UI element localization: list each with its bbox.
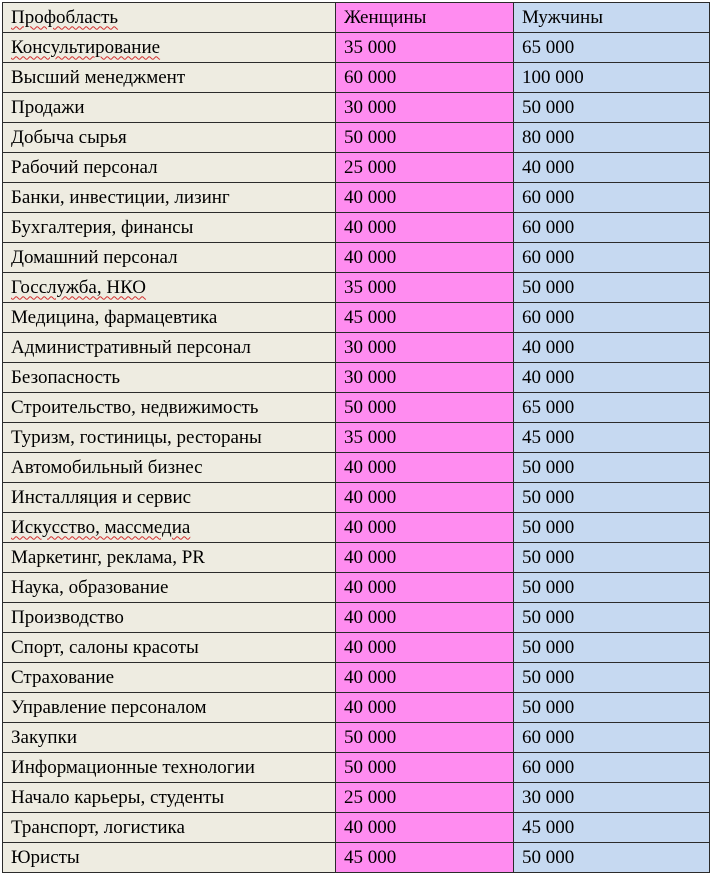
- cell-men: 60 000: [514, 243, 710, 273]
- cell-women: 40 000: [336, 183, 514, 213]
- table-row: [3, 813, 710, 843]
- cell-category: Производство: [3, 603, 336, 633]
- cell-category: Высший менеджмент: [3, 63, 336, 93]
- table-row: [3, 453, 710, 483]
- cell-category: Инсталляция и сервис: [3, 483, 336, 513]
- table-row: [3, 333, 710, 363]
- cell-men: 50 000: [514, 483, 710, 513]
- cell-category: Маркетинг, реклама, PR: [3, 543, 336, 573]
- table-row: [3, 753, 710, 783]
- cell-category: Автомобильный бизнес: [3, 453, 336, 483]
- cell-women: 40 000: [336, 813, 514, 843]
- table-row: [3, 843, 710, 873]
- table-row: [3, 243, 710, 273]
- cell-women: 35 000: [336, 33, 514, 63]
- cell-category: Строительство, недвижимость: [3, 393, 336, 423]
- cell-men: 50 000: [514, 273, 710, 303]
- cell-category: Юристы: [3, 843, 336, 873]
- table-body: [3, 33, 710, 873]
- cell-men: 100 000: [514, 63, 710, 93]
- cell-men: 45 000: [514, 813, 710, 843]
- table-row: [3, 543, 710, 573]
- cell-men: 65 000: [514, 393, 710, 423]
- cell-women: 40 000: [336, 573, 514, 603]
- cell-women: 40 000: [336, 543, 514, 573]
- cell-category: Наука, образование: [3, 573, 336, 603]
- cell-women: 60 000: [336, 63, 514, 93]
- cell-category: Медицина, фармацевтика: [3, 303, 336, 333]
- table-row: [3, 123, 710, 153]
- table-row: [3, 393, 710, 423]
- cell-women: 30 000: [336, 363, 514, 393]
- cell-women: 50 000: [336, 123, 514, 153]
- cell-women: 40 000: [336, 663, 514, 693]
- cell-men: 60 000: [514, 723, 710, 753]
- cell-women: 35 000: [336, 273, 514, 303]
- cell-women: 35 000: [336, 423, 514, 453]
- table-row: [3, 33, 710, 63]
- cell-category: Закупки: [3, 723, 336, 753]
- cell-women: 50 000: [336, 393, 514, 423]
- cell-category: Добыча сырья: [3, 123, 336, 153]
- table-row: [3, 153, 710, 183]
- cell-women: 40 000: [336, 483, 514, 513]
- cell-women: 40 000: [336, 633, 514, 663]
- cell-category: Административный персонал: [3, 333, 336, 363]
- cell-men: 30 000: [514, 783, 710, 813]
- table-row: [3, 183, 710, 213]
- cell-category: Начало карьеры, студенты: [3, 783, 336, 813]
- table-row: [3, 93, 710, 123]
- cell-women: 40 000: [336, 513, 514, 543]
- cell-category: Домашний персонал: [3, 243, 336, 273]
- cell-category: Управление персоналом: [3, 693, 336, 723]
- table-row: [3, 483, 710, 513]
- cell-men: 80 000: [514, 123, 710, 153]
- cell-men: 50 000: [514, 693, 710, 723]
- cell-women: 30 000: [336, 333, 514, 363]
- table-row: [3, 303, 710, 333]
- salary-table: [2, 2, 710, 873]
- header-men: Мужчины: [514, 3, 710, 33]
- cell-category: Информационные технологии: [3, 753, 336, 783]
- cell-category: Безопасность: [3, 363, 336, 393]
- table-row: [3, 63, 710, 93]
- cell-men: 40 000: [514, 333, 710, 363]
- cell-men: 65 000: [514, 33, 710, 63]
- cell-men: 45 000: [514, 423, 710, 453]
- cell-men: 50 000: [514, 513, 710, 543]
- cell-category: Рабочий персонал: [3, 153, 336, 183]
- cell-women: 50 000: [336, 753, 514, 783]
- table-row: [3, 693, 710, 723]
- table-row: [3, 573, 710, 603]
- cell-category: Страхование: [3, 663, 336, 693]
- cell-category: Бухгалтерия, финансы: [3, 213, 336, 243]
- cell-men: 60 000: [514, 303, 710, 333]
- cell-women: 40 000: [336, 693, 514, 723]
- table-row: [3, 603, 710, 633]
- cell-category: Продажи: [3, 93, 336, 123]
- cell-men: 60 000: [514, 183, 710, 213]
- table-row: [3, 513, 710, 543]
- cell-men: 40 000: [514, 153, 710, 183]
- cell-women: 45 000: [336, 843, 514, 873]
- cell-women: 50 000: [336, 723, 514, 753]
- table-row: [3, 783, 710, 813]
- cell-men: 60 000: [514, 213, 710, 243]
- cell-men: 50 000: [514, 453, 710, 483]
- cell-men: 50 000: [514, 603, 710, 633]
- cell-category: Искусство, массмедиа: [3, 513, 336, 543]
- table-row: [3, 363, 710, 393]
- cell-category: Туризм, гостиницы, рестораны: [3, 423, 336, 453]
- table-row: [3, 663, 710, 693]
- cell-category: Транспорт, логистика: [3, 813, 336, 843]
- cell-women: 30 000: [336, 93, 514, 123]
- cell-women: 25 000: [336, 153, 514, 183]
- cell-men: 50 000: [514, 543, 710, 573]
- cell-men: 50 000: [514, 663, 710, 693]
- cell-men: 50 000: [514, 93, 710, 123]
- table-header-row: [3, 3, 710, 33]
- cell-women: 25 000: [336, 783, 514, 813]
- table-row: [3, 273, 710, 303]
- table-row: [3, 213, 710, 243]
- cell-category: Консультирование: [3, 33, 336, 63]
- cell-men: 60 000: [514, 753, 710, 783]
- cell-women: 45 000: [336, 303, 514, 333]
- cell-women: 40 000: [336, 603, 514, 633]
- cell-category: Госслужба, НКО: [3, 273, 336, 303]
- cell-men: 50 000: [514, 843, 710, 873]
- cell-men: 50 000: [514, 573, 710, 603]
- cell-men: 50 000: [514, 633, 710, 663]
- cell-category: Банки, инвестиции, лизинг: [3, 183, 336, 213]
- table-row: [3, 633, 710, 663]
- cell-women: 40 000: [336, 453, 514, 483]
- cell-category: Спорт, салоны красоты: [3, 633, 336, 663]
- cell-men: 40 000: [514, 363, 710, 393]
- cell-women: 40 000: [336, 213, 514, 243]
- header-women: Женщины: [336, 3, 514, 33]
- table-row: [3, 723, 710, 753]
- table-row: [3, 423, 710, 453]
- cell-women: 40 000: [336, 243, 514, 273]
- header-category: Профобласть: [3, 3, 336, 33]
